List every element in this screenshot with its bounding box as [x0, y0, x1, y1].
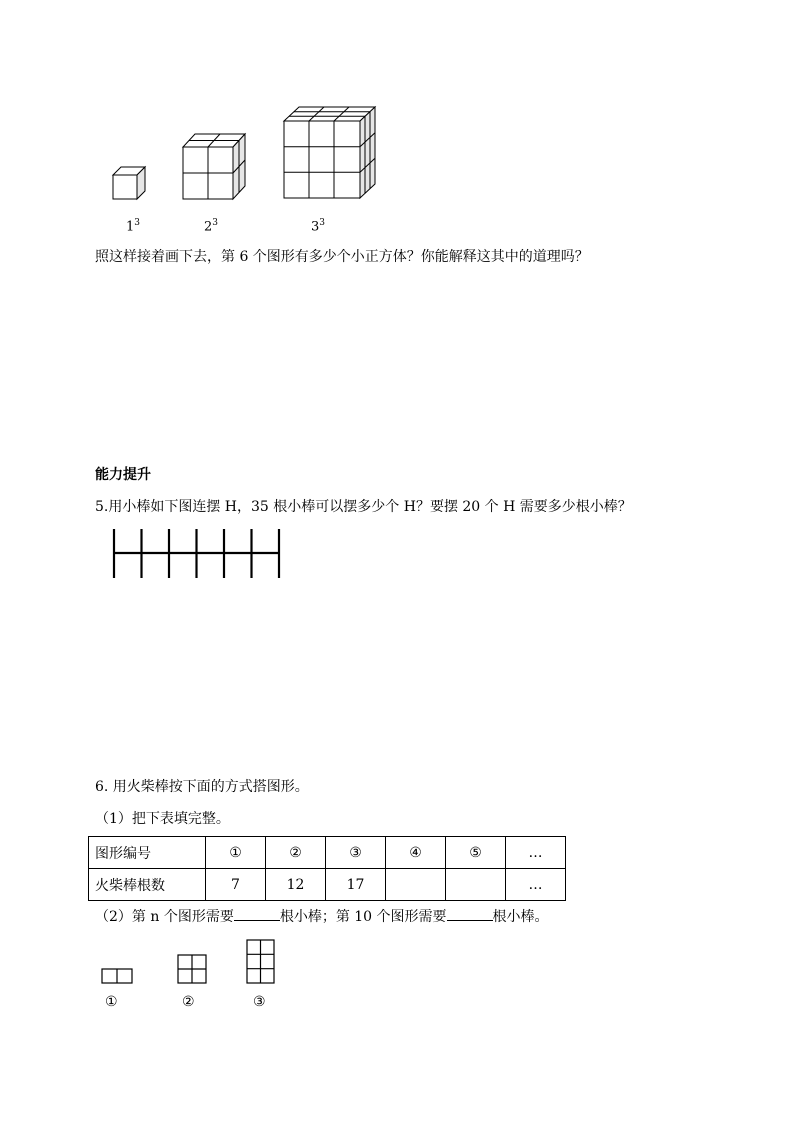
- answer-blank-n[interactable]: [234, 906, 280, 921]
- table-cell: ⑤: [446, 837, 506, 869]
- table-row: [89, 869, 566, 901]
- figure-3: [247, 940, 274, 983]
- table-cell: …: [506, 869, 566, 901]
- cube-caption-3: $3^3$: [310, 218, 325, 235]
- answer-blank-10[interactable]: [447, 906, 493, 921]
- table-row: [89, 837, 566, 869]
- question-6-part2: [95, 906, 549, 926]
- table-cell: ③: [326, 837, 386, 869]
- table-cell: 17: [326, 869, 386, 901]
- table-cell: ②: [266, 837, 326, 869]
- section-title: 能力提升: [95, 467, 151, 483]
- question-4-text: 照这样接着画下去，第 6 个图形有多少个小正方体？你能解释这其中的道理吗？: [95, 249, 589, 265]
- figure-label-3: ③: [253, 994, 266, 1010]
- answer-cell[interactable]: [446, 869, 506, 901]
- table-header-cell: 火柴棒根数: [89, 869, 206, 901]
- part2-text-c: 根小棒。: [492, 909, 549, 925]
- part2-text-b: 根小棒；第 10 个图形需要: [279, 909, 447, 925]
- matchstick-table: [88, 836, 566, 901]
- table-cell: ④: [386, 837, 446, 869]
- cube-figures: [100, 100, 390, 210]
- table-cell: 7: [206, 869, 266, 901]
- part2-text-a: （2）第 n 个图形需要: [95, 909, 234, 925]
- cube-1x1: [113, 167, 145, 199]
- figure-label-2: ②: [182, 994, 195, 1010]
- h-stick-figure: [108, 526, 288, 582]
- table-header-cell: 图形编号: [89, 837, 206, 869]
- table-cell: 12: [266, 869, 326, 901]
- question-5-text: 5.用小棒如下图连摆 H，35 根小棒可以摆多少个 H？要摆 20 个 H 需要多少根小棒？: [95, 499, 632, 515]
- question-6-title: 6. 用火柴棒按下面的方式搭图形。: [95, 779, 309, 795]
- cube-3x3: [284, 107, 375, 198]
- cube-caption-1: $1^3$: [125, 218, 140, 235]
- question-6-part1: （1）把下表填完整。: [95, 811, 230, 827]
- table-cell: ①: [206, 837, 266, 869]
- matchstick-figures: [95, 935, 285, 990]
- cube-2x2: [183, 134, 245, 199]
- figure-1: [102, 969, 132, 983]
- cube-caption-2: $2^3$: [203, 218, 218, 235]
- answer-cell[interactable]: [386, 869, 446, 901]
- figure-2: [178, 955, 206, 983]
- figure-label-1: ①: [105, 994, 118, 1010]
- table-cell: …: [506, 837, 566, 869]
